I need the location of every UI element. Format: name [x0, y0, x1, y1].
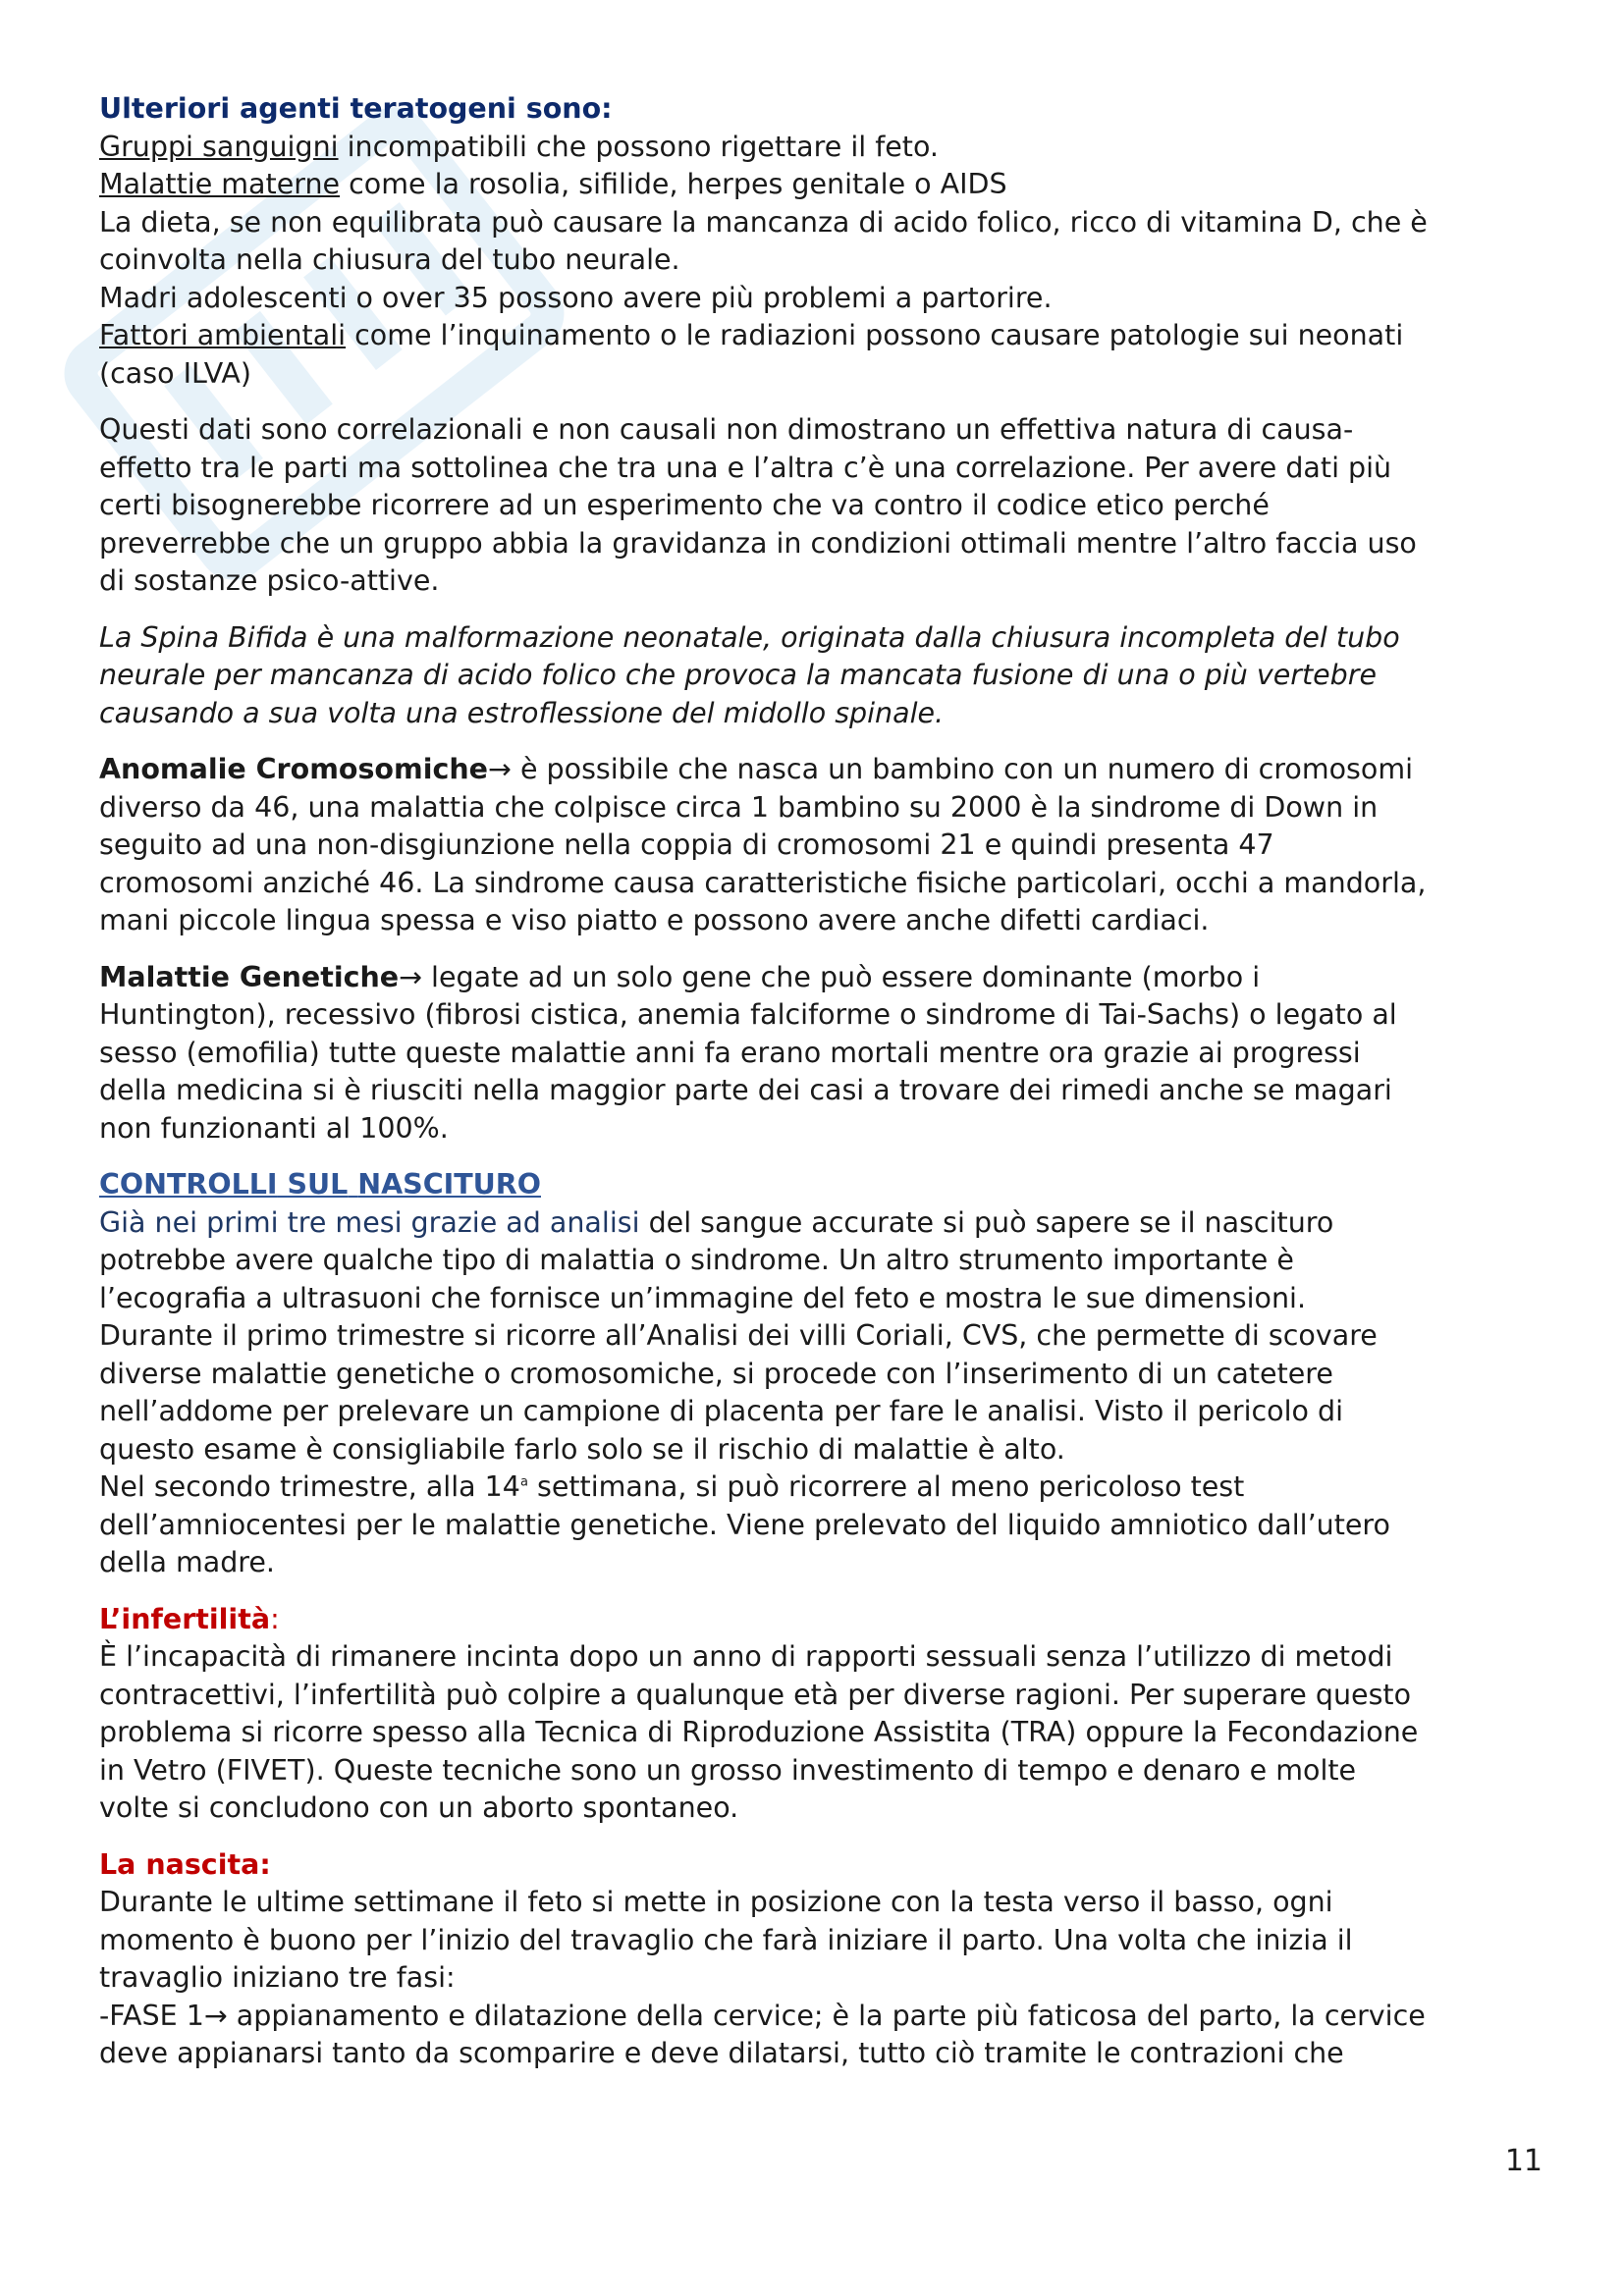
page-number: 11	[1504, 2144, 1542, 2178]
diet-line: La dieta, se non equilibrata può causare la mancanza di acido folico, ricco di vitamina D, che è	[99, 205, 1428, 239]
text-line: causando a sua volta una estroflessione del midollo spinale.	[99, 696, 945, 729]
genetic-term: Malattie Genetiche	[99, 960, 400, 993]
text-line: volte si concludono con un aborto spontaneo.	[99, 1791, 739, 1824]
infertility-section	[99, 1601, 1542, 1828]
teratogens-heading: Ulteriori agenti teratogeni sono:	[99, 92, 613, 125]
spina-bifida-paragraph	[99, 619, 1542, 733]
text-line: in Vetro (FIVET). Queste tecniche sono un grosso investimento di tempo e denaro e molte	[99, 1753, 1357, 1787]
text-line: problema si ricorre spesso alla Tecnica di Riproduzione Assistita (TRA) oppure la Fecondazione	[99, 1716, 1419, 1748]
text-line: Huntington), recessivo (fibrosi cistica, anemia falciforme o sindrome di Tai-Sachs) o legato al	[99, 998, 1397, 1031]
arrow-icon: →	[399, 960, 422, 993]
diet-line: coinvolta nella chiusura del tubo neurale.	[99, 243, 680, 276]
environment-line: Fattori ambientali come l’inquinamento o le radiazioni possono causare patologie sui neonati	[99, 319, 1404, 351]
environment-term: Fattori ambientali	[99, 319, 347, 351]
text-line: travaglio iniziano tre fasi:	[99, 1961, 456, 1994]
text-line: -FASE 1→ appianamento e dilatazione della cervice; è la parte più faticosa del parto, la cervice	[99, 1999, 1426, 2032]
text-line: diverse malattie genetiche o cromosomiche, si procede con l’inserimento di un catetere	[99, 1357, 1333, 1390]
text-line: non funzionanti al 100%.	[99, 1111, 449, 1145]
text-line: l’ecografia a ultrasuoni che fornisce un’immagine del feto e mostra le sue dimensioni.	[99, 1281, 1307, 1314]
birth-heading: La nascita:	[99, 1847, 271, 1881]
environment-line: (caso ILVA)	[99, 356, 252, 390]
text-line: diverso da 46, una malattia che colpisce circa 1 bambino su 2000 è la sindrome di Down in	[99, 790, 1379, 824]
genetic-diseases-paragraph	[99, 959, 1542, 1148]
ordinal-superscript: a	[519, 1474, 528, 1490]
infertility-heading: L’infertilità:	[99, 1602, 280, 1635]
text-line: contracettivi, l’infertilità può colpire a qualunque età per diverse ragioni. Per superare questo	[99, 1678, 1412, 1711]
text-line: dell’amniocentesi per le malattie genetiche. Viene prelevato del liquido amniotico dall’utero	[99, 1508, 1390, 1541]
text-line: deve appianarsi tanto da scomparire e deve dilatarsi, tutto ciò tramite le contrazioni che	[99, 2037, 1344, 2069]
text-line: neurale per mancanza di acido folico che provoca la mancata fusione di una o più vertebre	[99, 659, 1378, 691]
text-line: certi bisognerebbe ricorrere ad un esperimento che va contro il codice etico perché	[99, 489, 1270, 521]
birth-section	[99, 1846, 1542, 2073]
text-line: potrebbe avere qualche tipo di malattia o sindrome. Un altro strumento importante è	[99, 1244, 1294, 1276]
text-line: Questi dati sono correlazionali e non causali non dimostrano un effettiva natura di causa-	[99, 413, 1354, 446]
text-line: Anomalie Cromosomiche→ è possibile che nasca un bambino con un numero di cromosomi	[99, 753, 1414, 785]
text-line: momento è buono per l’inizio del travaglio che farà iniziare il parto. Una volta che inizia il	[99, 1923, 1353, 1956]
controls-heading: CONTROLLI SUL NASCITURO	[99, 1168, 541, 1201]
mothers-line: Madri adolescenti o over 35 possono avere più problemi a partorire.	[99, 281, 1053, 314]
text-line: È l’incapacità di rimanere incinta dopo un anno di rapporti sessuali senza l’utilizzo di metodi	[99, 1640, 1393, 1673]
maternal-diseases-term: Malattie materne	[99, 168, 341, 200]
teratogens-section	[99, 90, 1542, 393]
text-line: Già nei primi tre mesi grazie ad analisi del sangue accurate si può sapere se il nascituro	[99, 1205, 1334, 1239]
document-page	[99, 90, 1542, 2073]
text-line: della medicina si è riusciti nella maggior parte dei casi a trovare dei rimedi anche se magari	[99, 1074, 1392, 1106]
text-line: Malattie Genetiche→ legate ad un solo gene che può essere dominante (morbo i	[99, 960, 1261, 993]
text-line: preverrebbe che un gruppo abbia la gravidanza in condizioni ottimali mentre l’altro faccia uso	[99, 526, 1417, 560]
controls-intro-accent: Già nei primi tre mesi grazie ad analisi	[99, 1205, 640, 1239]
text-line: effetto tra le parti ma sottolinea che tra una e l’altra c’è una correlazione. Per avere dati più	[99, 451, 1392, 484]
arrow-icon: →	[203, 1999, 228, 2032]
text-line: cromosomi anziché 46. La sindrome causa caratteristiche fisiche particolari, occhi a mandorla,	[99, 866, 1427, 899]
text-line: mani piccole lingua spessa e viso piatto e possono avere anche difetti cardiaci.	[99, 904, 1210, 936]
text-line: Durante le ultime settimane il feto si mette in posizione con la testa verso il basso, ogni	[99, 1886, 1333, 1918]
text-line: di sostanze psico-attive.	[99, 564, 440, 597]
chromosomal-term: Anomalie Cromosomiche	[99, 753, 488, 785]
blood-groups-line: Gruppi sanguigni incompatibili che possono rigettare il feto.	[99, 130, 939, 163]
text-line: seguito ad una non-disgiunzione nella coppia di cromosomi 21 e quindi presenta 47	[99, 828, 1274, 861]
chromosomal-anomalies-paragraph	[99, 751, 1542, 940]
text-line: sesso (emofilia) tutte queste malattie anni fa erano mortali mentre ora grazie ai progressi	[99, 1036, 1361, 1069]
text-line: La Spina Bifida è una malformazione neonatale, originata dalla chiusura incompleta del tubo	[99, 620, 1400, 654]
text-line: della madre.	[99, 1546, 275, 1578]
text-line: Nel secondo trimestre, alla 14$^a$ settimana, si può ricorrere al meno pericoloso test	[99, 1470, 1245, 1503]
arrow-icon: →	[488, 753, 512, 785]
text-line: questo esame è consigliabile farlo solo se il rischio di malattie è alto.	[99, 1432, 1065, 1466]
maternal-diseases-line: Malattie materne come la rosolia, sifilide, herpes genitale o AIDS	[99, 168, 1007, 200]
correlation-paragraph	[99, 411, 1542, 601]
text-line: nell’addome per prelevare un campione di placenta per fare le analisi. Visto il pericolo di	[99, 1395, 1344, 1427]
text-line: Durante il primo trimestre si ricorre all’Analisi dei villi Coriali, CVS, che permette di scovare	[99, 1319, 1378, 1352]
controls-section	[99, 1166, 1542, 1582]
blood-groups-term: Gruppi sanguigni	[99, 130, 339, 163]
